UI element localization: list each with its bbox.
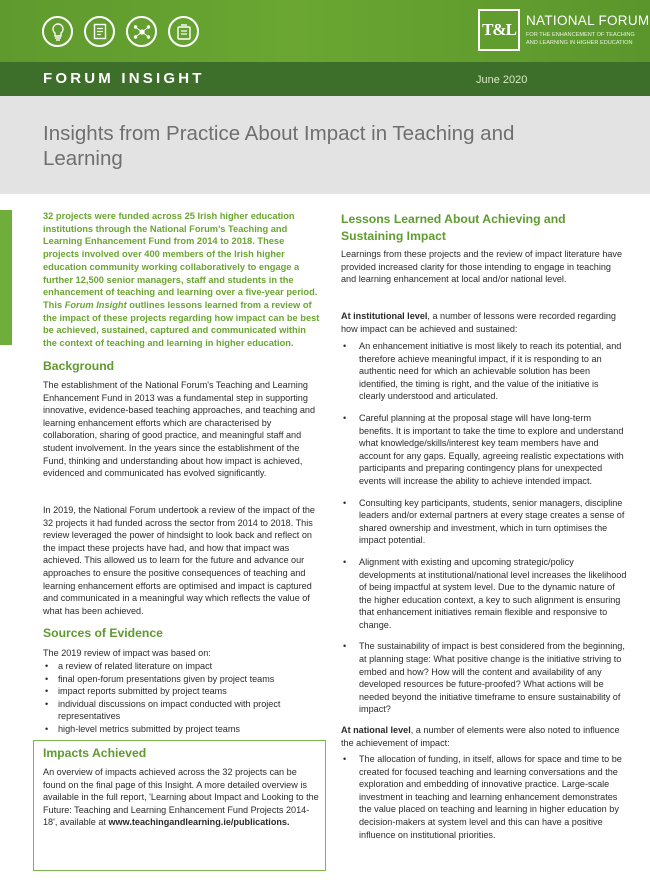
list-item: • The allocation of funding, in itself, allows for space and time to be created for focused teaching and learning conversations and the exploration and embedding of innovative practice. Large-scale investment in teaching and learning enhancement demonstrates the value placed on teaching and learning in higher education by decision-makers at system level and this can have a positive influence on institutional priorities. <box>341 753 627 841</box>
logo-title: NATIONAL FORUM <box>526 13 650 28</box>
national-lead <box>341 724 627 749</box>
intro-emphasis: Forum Insight <box>64 299 127 310</box>
list-item: • The sustainability of impact is best considered from the beginning, at planning stage: What positive change is the initiative striving to embed and how? How will the content and availability of any developed resources be future-proofed? What actions will be needed beyond the initiative timeframe to ensure sustainability of impact? <box>341 640 627 716</box>
network-icon <box>126 16 157 47</box>
intro-paragraph <box>43 210 321 350</box>
list-item: • individual discussions on impact conducted with project representatives <box>43 698 321 723</box>
intro-accent-bar <box>0 210 12 345</box>
building-icon <box>168 16 199 47</box>
list-item: • Consulting key participants, students, senior managers, discipline leaders and/or external partners at every stage creates a sense of shared ownership and investment, which in turn optimises the impact potential. <box>341 497 627 547</box>
institutional-lessons-list <box>341 340 627 725</box>
intro-text-start: 32 projects were funded across 25 Irish higher education institutions through the National Forum's Teaching and Learning Enhancement Fund from 2014 to 2018. These projects involved over 400 members of the Irish higher education community working collaboratively to engage a further 12,500 senior managers, staff and students in the enhancement of teaching and learning over a five-year period. This <box>43 211 318 310</box>
page-title: Insights from Practice About Impact in Teaching and Learning <box>43 122 515 170</box>
intro-text-end: outlines lessons learned from a review of the impact of these projects regarding how impact can be best be achieved, sustained, captured and communicated within the context of teaching and learning in higher education. <box>43 299 320 349</box>
sources-heading: Sources of Evidence <box>43 626 163 640</box>
background-heading: Background <box>43 359 115 373</box>
institutional-label: At institutional level <box>341 311 428 321</box>
list-item: • Alignment with existing and upcoming strategic/policy developments at institutional/national level increases the likelihood of being impactful at system level. Due to the dynamic nature of the higher education context, a key to such alignment is ensuring that enhancement initiatives remain flexible and responsive to change. <box>341 556 627 632</box>
national-label: At national level <box>341 725 411 735</box>
forum-insight-label: FORUM INSIGHT <box>43 70 205 87</box>
national-lessons-list <box>341 753 627 850</box>
sources-list <box>43 660 321 736</box>
background-paragraph-1: The establishment of the National Forum's Teaching and Learning Enhancement Fund in 2013 was a fundamental step in supporting innovative, evidence-based teaching approaches, and teaching and learning enhancement efforts which are characterised by collaboration, sharing of good practice, and meaningful staff and student involvement. In the years since the establishment of the Fund, thinking and understanding about how impact is achieved, evidenced and communicated has evolved significantly. <box>43 380 315 479</box>
national-text: , a number of elements were also noted to influence the achievement of impact: <box>341 725 620 748</box>
logo-subtitle: FOR THE ENHANCEMENT OF TEACHING AND LEARNING IN HIGHER EDUCATION <box>526 32 635 46</box>
publication-date: June 2020 <box>476 74 528 86</box>
background-paragraph-2: In 2019, the National Forum undertook a review of the impact of the 32 projects it had funded across the sector from 2014 to 2018. This review leveraged the power of hindsight to look back and reflect on the impact these projects have had, and how that impact was achieved. This allowed us to learn for the future and advance our approaches to ensure the positive consequences of teaching and learning enhancement efforts are optimised and impact is captured and communicated in a meaningful way which reflects the value of what has been achieved. <box>43 505 315 616</box>
lessons-intro: Learnings from these projects and the review of impact literature have provided increased clarity for those intending to engage in teaching and learning enhancement at local and/or national level. <box>341 249 623 285</box>
list-item: • Careful planning at the proposal stage will have long-term benefits. It is important to take the time to explore and understand what knowledge/skills/interest key team members have and account for any gaps. Equally, agreeing realistic expectations with participants and preparing contingency plans for unexpected events will increase the ability to achieve intended impact. <box>341 412 627 488</box>
institutional-lead <box>341 310 627 335</box>
list-item: • final open-forum presentations given by project teams <box>43 673 321 686</box>
lessons-heading: Lessons Learned About Achieving and Sustaining Impact <box>341 212 566 243</box>
tl-logo-mark: T&L <box>478 9 520 51</box>
list-item: • a review of related literature on impact <box>43 660 321 673</box>
impacts-heading: Impacts Achieved <box>43 746 147 760</box>
document-icon <box>84 16 115 47</box>
lightbulb-icon <box>42 16 73 47</box>
theme-icon-row <box>42 16 199 47</box>
sources-lead: The 2019 review of impact was based on: <box>43 648 211 658</box>
publications-link[interactable]: www.teachingandlearning.ie/publications. <box>108 817 290 828</box>
institutional-text: , a number of lessons were recorded regarding how impact can be achieved and sustained: <box>341 311 616 334</box>
impacts-text <box>43 766 319 829</box>
list-item: • impact reports submitted by project teams <box>43 685 321 698</box>
impacts-body: An overview of impacts achieved across the 32 projects can be found on the final page of this Insight. A more detailed overview is available in the full report, 'Learning about Impact and Looking to the Future: Teaching and Learning Enhancement Fund Projects 2014-18', available at <box>43 767 319 828</box>
list-item: • high-level metrics submitted by project teams <box>43 723 321 736</box>
list-item: • An enhancement initiative is most likely to reach its potential, and therefore achieve meaningful impact, if it is responding to an authentic need for which an achievable solution has been identified, the timing is right, and the value of the initiative is clearly understood and articulated. <box>341 340 627 403</box>
